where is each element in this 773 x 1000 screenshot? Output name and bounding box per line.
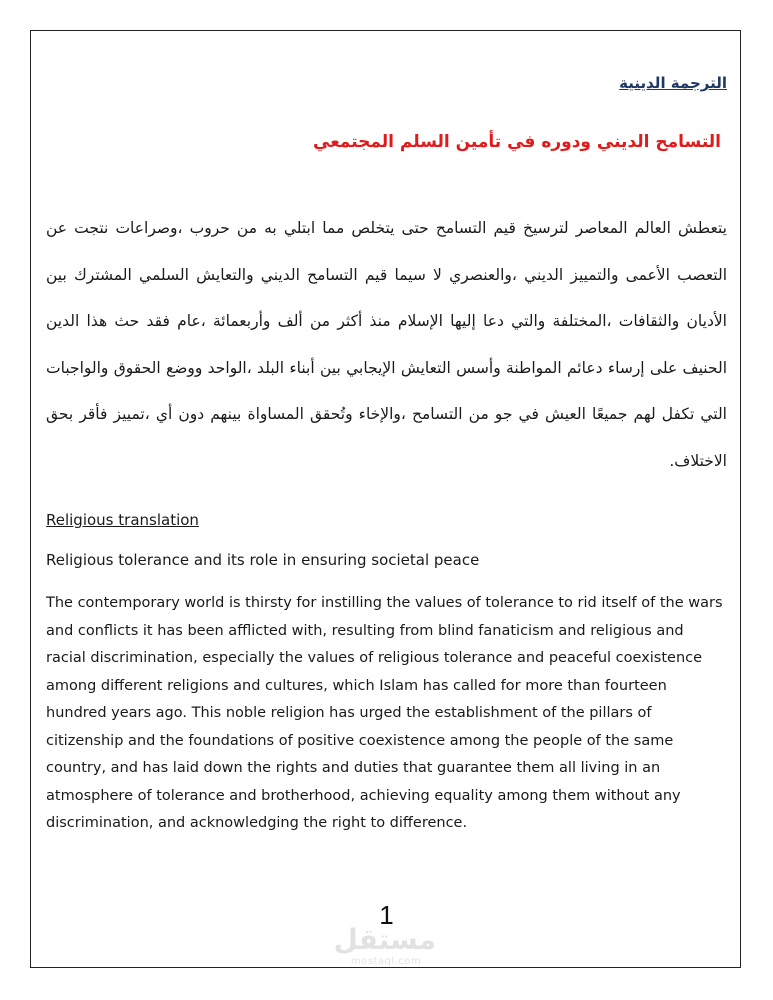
english-section-heading: Religious translation [46, 511, 199, 529]
english-body-paragraph: The contemporary world is thirsty for instilling the values of tolerance to rid itself of the wars and conflicts it has been afflicted with, resulting from blind fanaticism and religious and racial discrimination, especially the values of religious tolerance and peaceful coexistence among different religions and cultures, which Islam has called for more than fourteen hundred years ago. This noble religion has urged the establishment of the pillars of citizenship and the foundations of positive coexistence among the people of the same country, and has laid down the rights and duties that guarantee them all living in an atmosphere of tolerance and brotherhood, achieving equality among them without any discrimination, and acknowledging the right to difference. [46, 595, 723, 831]
arabic-title: التسامح الديني ودوره في تأمين السلم المجتمعي [313, 132, 721, 152]
watermark-latin-text: mostaql.com [350, 956, 422, 967]
mostaql-watermark-logo [333, 923, 436, 978]
arabic-body-paragraph: يتعطش العالم المعاصر لترسيخ قيم التسامح حتى يتخلص مما ابتلي به من حروب ،وصراعات نتجت عن التعصب الأعمى والتمييز الديني ،والعنصري لا سيما قيم التسامح الديني والتعايش السلمي المشترك بين الأديان والثقافات ،المختلفة والتي دعا إليها الإسلام منذ أكثر من ألف وأربعمائة ،عام فقد حث هذا الدين الحنيف على إرساء دعائم المواطنة وأسس التعايش الإيجابي بين أبناء البلد ،الواحد ووضع الحقوق والواجبات التي تكفل لهم جميعًا العيش في جو من التسامح ،والإخاء وتُحقق المساواة بينهم دون أي ،تمييز فأقر بحق الاختلاف. [46, 219, 727, 470]
watermark-arabic-text: مستقل [333, 923, 436, 956]
english-title: Religious tolerance and its role in ensuring societal peace [46, 551, 480, 569]
arabic-section-heading: الترجمة الدينية [619, 74, 727, 92]
page-number: 1 [379, 900, 394, 930]
